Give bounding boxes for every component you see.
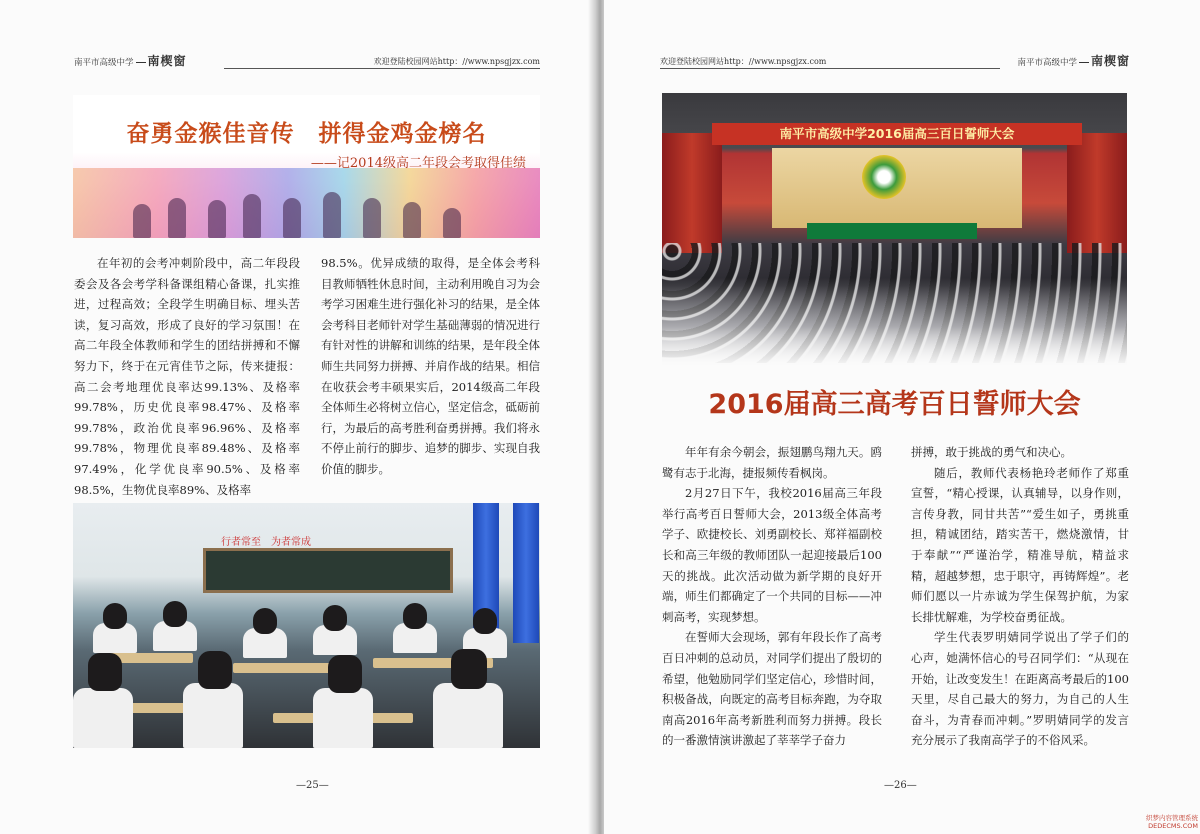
left-column-1 bbox=[74, 253, 300, 500]
paragraph: 在誓师大会现场，郭有年段长作了高考百日冲刺的总动员，对同学们提出了殷切的希望，他勉励同学们坚定信心，珍惜时间，积极备战，向既定的高考目标奔跑，为夺取南高2016年高考新胜利而努力拼搏。段长的一番激情演讲激起了莘莘学子奋力 bbox=[662, 630, 882, 748]
left-header-rule bbox=[224, 68, 540, 69]
left-page bbox=[0, 0, 596, 834]
assembly-sign: 南平市高级中学2016届高三百日誓师大会 bbox=[712, 123, 1082, 145]
paragraph: 学生代表罗明婧同学说出了学子们的心声，她满怀信心的号召同学们：“从现在开始，让改变发生！在距离高考最后的100天里，尽自己最大的努力，为自己的人生奋斗，为青春而冲刺。”罗明婧同学的发言充分展示了我南高学子的不俗风采。 bbox=[911, 630, 1129, 748]
right-column-1 bbox=[662, 442, 882, 751]
blackboard bbox=[203, 548, 453, 593]
paragraph: 拼搏，敢于挑战的勇气和决心。 bbox=[911, 445, 1072, 459]
stage-table bbox=[807, 223, 977, 239]
paragraph: 在年初的会考冲刺阶段中，高二年段段委会及各会考学科备课组精心备课，扎实推进，过程高效；全段学生明确目标、埋头苦读，复习高效，形成了良好的学习氛围！在高二年段全体教师和学生的团结拼搏和不懈努力下，终于在元宵佳节之际，传来捷报：高二会考地理优良率达99.13%、及格率99.78%，历史优良率98.47%、及格率99.78%，政治优良率96.96%、及格率99.78%，物理优良率89.48%、及格率97.49%，化学优良率90.5%、及格率98.5%，生物优良率89%、及格率 bbox=[74, 256, 300, 497]
left-header-logo: 南楔窗 bbox=[147, 54, 187, 68]
classroom-slogan: 行者常至 为者常成 bbox=[221, 537, 311, 548]
left-header bbox=[74, 52, 540, 72]
paragraph: 年年有余今朝会，振翅鹏鸟翔九天。鸥鹭有志于北海，捷报频传看枫岗。 bbox=[662, 445, 882, 480]
left-page-number: —25— bbox=[296, 780, 329, 791]
classroom-photo bbox=[73, 503, 540, 748]
article-title: 2016届高三高考百日誓师大会 bbox=[708, 389, 1081, 420]
right-header-site: 欢迎登陆校园网站http：//www.npsgjzx.com bbox=[660, 57, 827, 66]
left-header-brand bbox=[74, 52, 187, 69]
right-header-school: 南平市高级中学 bbox=[1017, 58, 1077, 68]
paragraph: 2月27日下午，我校2016届高三年段举行高考百日誓师大会，2013级全体高考学子、欧捷校长、刘勇副校长、郑祥福副校长和高三年级的教师团队一起迎接最后100天的挑战。此次活动做为新学期的良好开端，师生们都确定了一个共同的目标——冲刺高考，实现梦想。 bbox=[662, 486, 882, 624]
left-header-site: 欢迎登陆校园网站http：//www.npsgjzx.com bbox=[373, 57, 540, 66]
right-page-number: —26— bbox=[884, 780, 917, 791]
banner-title: 奋勇金猴佳音传 拼得金鸡金榜名 bbox=[126, 121, 487, 147]
left-column-2 bbox=[321, 253, 540, 480]
banner-subtitle: ——记2014级高二年段会考取得佳绩 bbox=[310, 156, 526, 171]
paragraph: 98.5%。优异成绩的取得，是全体会考科目教师牺牲休息时间，主动利用晚自习为会考学习困难生进行强化补习的结果，是全体会考科目老师针对学生基础薄弱的情况进行有针对性的讲解和训练的结果，是年段全体师生共同努力拼搏、并肩作战的结果。相信在收获会考丰硕果实后，2014级高二年段全体师生必将树立信心，坚定信念，砥砺前行，为最后的高考胜利奋勇拼搏。我们将永不停止前行的脚步、追梦的脚步、实现自我价值的脚步。 bbox=[321, 256, 540, 476]
watermark: 织梦内容管理系统 DEDECMS.COM bbox=[1146, 814, 1198, 830]
left-header-school: 南平市高级中学 bbox=[74, 58, 134, 68]
right-column-2 bbox=[911, 442, 1129, 751]
assembly-photo bbox=[662, 93, 1127, 368]
right-header-brand bbox=[1017, 52, 1130, 69]
right-header bbox=[660, 52, 1130, 72]
paragraph: 随后，教师代表杨艳玲老师作了郑重宣誓，“精心授课，认真辅导，以身作则，言传身教，同甘共苦”“爱生如子，勇挑重担，精诚团结，踏实苦干，燃烧激情，甘于奉献”“严谨治学，精准导航，精益求精，超越梦想，忠于职守，再铸辉煌”。老师们愿以一片赤诚为学生保驾护航，为家长排忧解难，为学校奋勇征战。 bbox=[911, 465, 1129, 624]
right-header-logo: 南楔窗 bbox=[1090, 54, 1130, 68]
article-banner bbox=[73, 95, 540, 238]
school-emblem bbox=[862, 155, 906, 199]
right-header-rule bbox=[660, 68, 1000, 69]
